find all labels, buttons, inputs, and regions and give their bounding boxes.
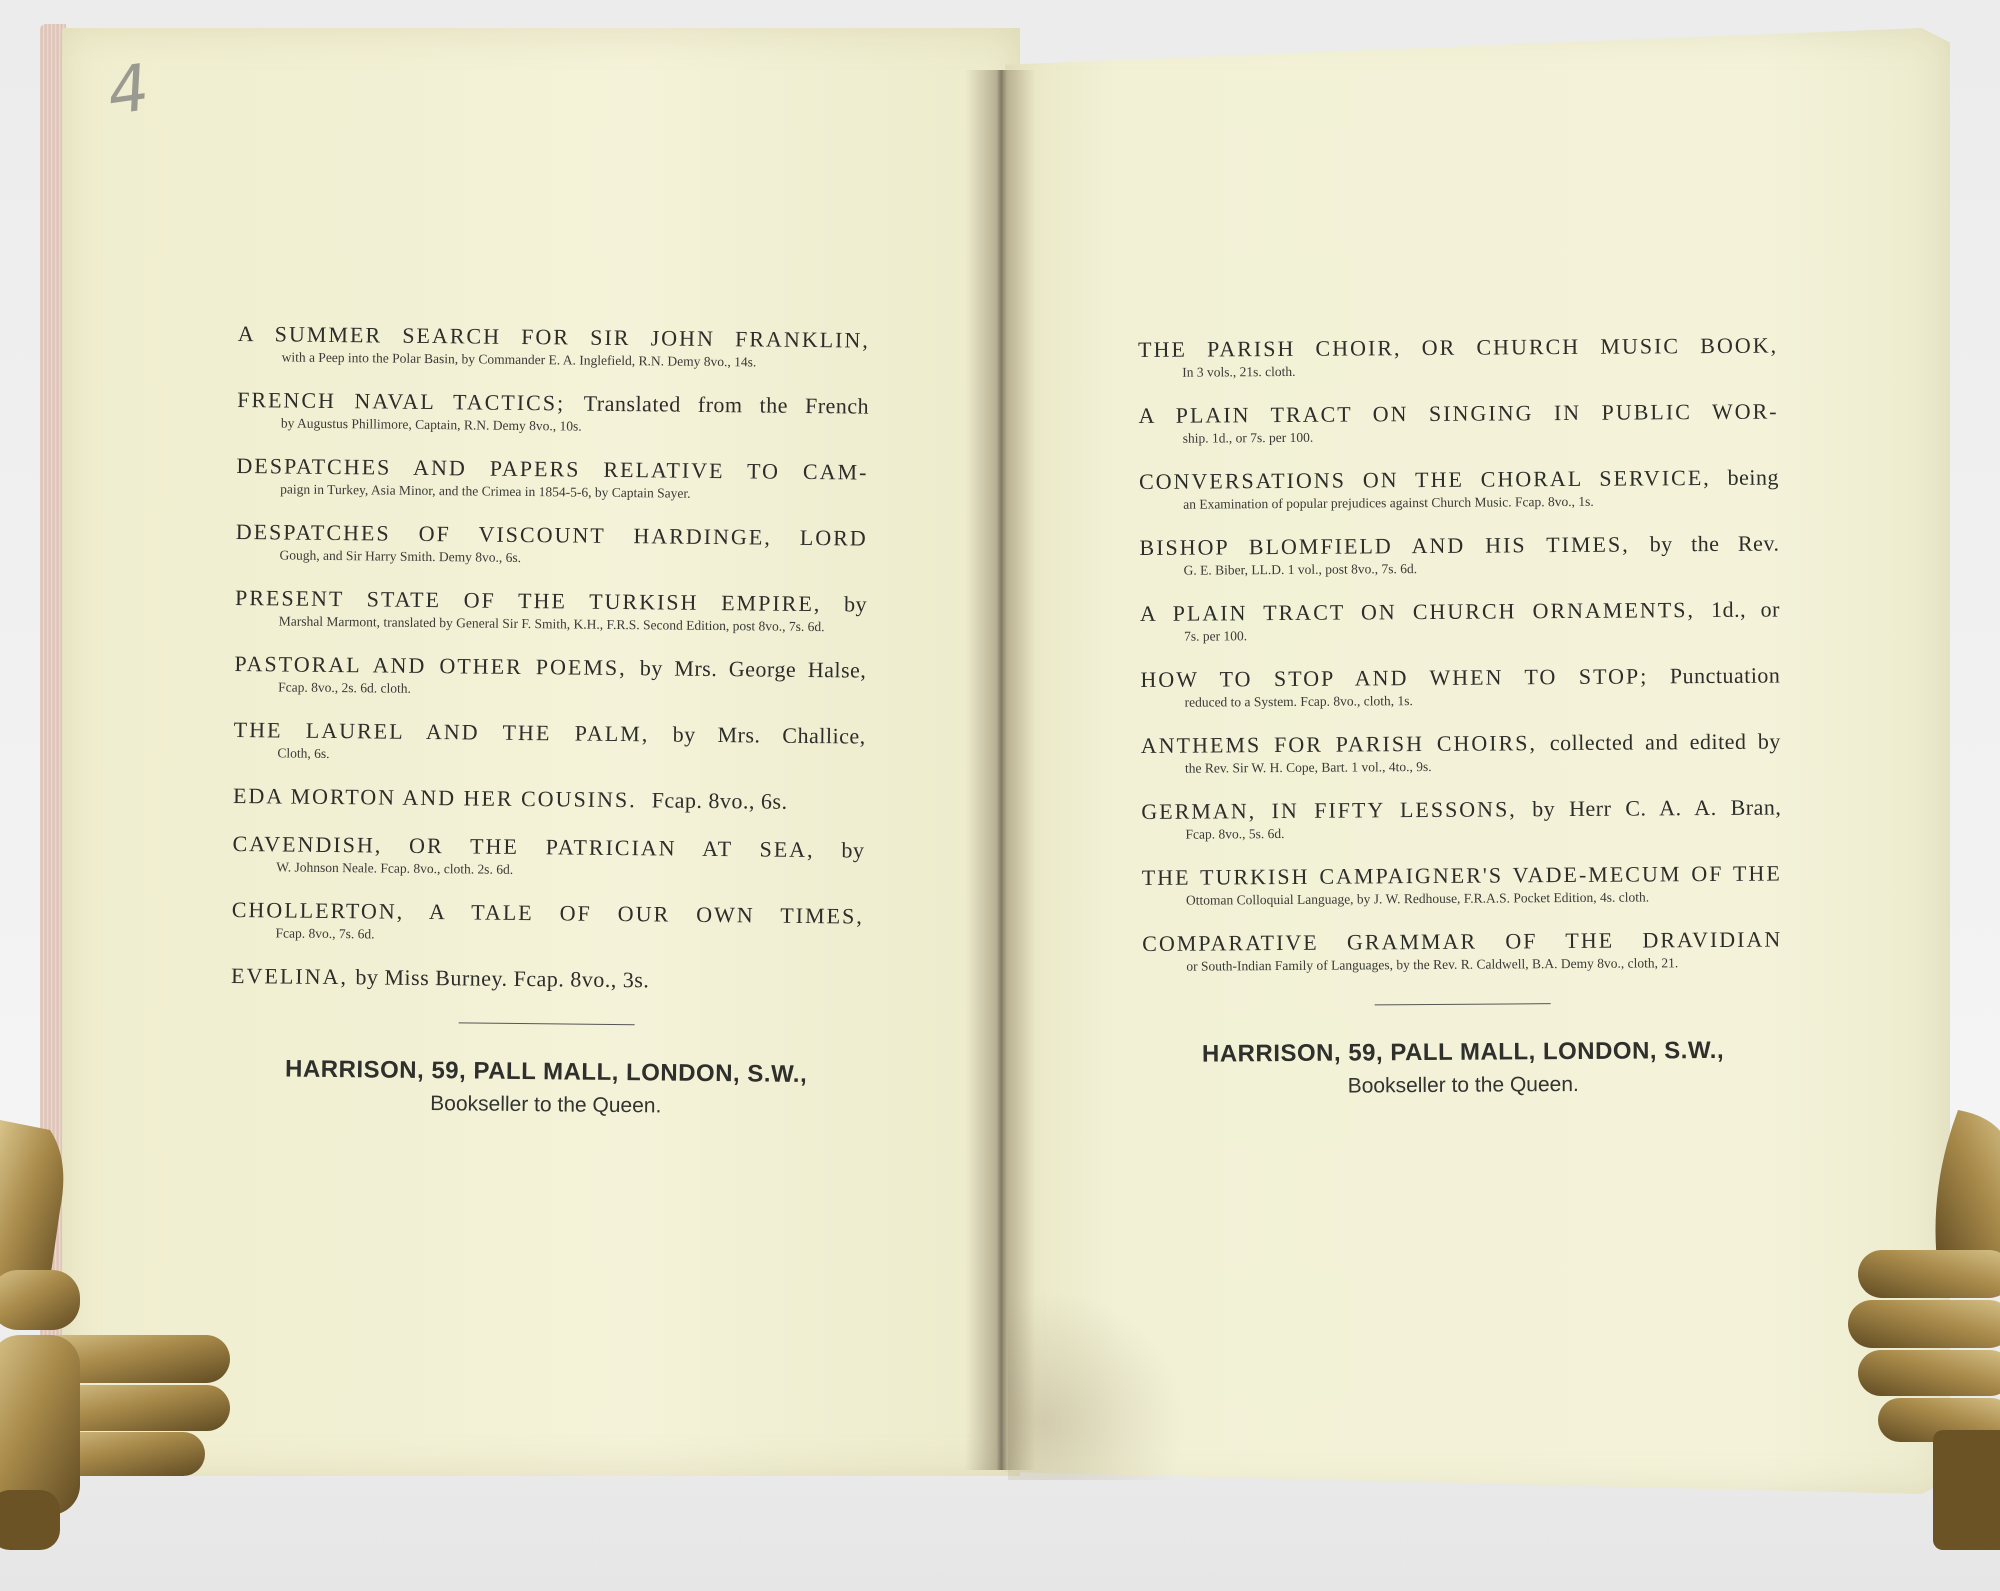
entry-title-tail: being bbox=[1727, 464, 1780, 490]
entry-title: A PLAIN TRACT ON SINGING IN PUBLIC WOR- bbox=[1138, 398, 1779, 428]
entry-detail: or South-Indian Family of Languages, by the Rev. R. Caldwell, B.A. Demy 8vo., cloth, 21. bbox=[1186, 955, 1679, 974]
publisher-subtitle: Bookseller to the Queen. bbox=[1347, 1072, 1579, 1098]
catalogue-entry bbox=[1141, 794, 1781, 844]
entry-detail: the Rev. Sir W. H. Cope, Bart. 1 vol., 4to., 9s. bbox=[1184, 758, 1432, 776]
entry-title: CONVERSATIONS ON THE CHORAL SERVICE, bbox=[1138, 465, 1711, 494]
entry-title-tail: 1d., or bbox=[1710, 596, 1781, 623]
entry-title: THE TURKISH CAMPAIGNER'S VADE-MECUM OF THE bbox=[1141, 860, 1782, 890]
entry-title-tail: Punctuation bbox=[1669, 662, 1781, 689]
entry-title: COMPARATIVE GRAMMAR OF THE DRAVIDIAN bbox=[1142, 926, 1783, 956]
catalogue-entry bbox=[1142, 926, 1782, 976]
entry-title: THE PARISH CHOIR, OR CHURCH MUSIC BOOK, bbox=[1138, 332, 1779, 362]
right-page-catalogue bbox=[1138, 332, 1783, 1105]
entry-title: PASTORAL AND OTHER POEMS, bbox=[234, 650, 627, 681]
catalogue-entry bbox=[1139, 530, 1779, 580]
entry-title-tail: by bbox=[843, 591, 868, 617]
entry-detail: Fcap. 8vo., 5s. 6d. bbox=[1185, 825, 1285, 842]
water-stain bbox=[1008, 1290, 1188, 1480]
divider-rule bbox=[459, 1022, 635, 1025]
entry-title-tail: by Miss Burney. Fcap. 8vo., 3s. bbox=[355, 964, 650, 993]
catalogue-entry bbox=[1141, 728, 1781, 778]
entry-detail: In 3 vols., 21s. cloth. bbox=[1182, 363, 1296, 380]
entry-title: EDA MORTON AND HER COUSINS. bbox=[232, 782, 637, 813]
entry-title: A SUMMER SEARCH FOR SIR JOHN FRANKLIN, bbox=[237, 320, 870, 353]
entry-title: EVELINA, bbox=[231, 962, 349, 990]
entry-title: GERMAN, IN FIFTY LESSONS, bbox=[1141, 796, 1517, 824]
entry-title: ANTHEMS FOR PARISH CHOIRS, bbox=[1140, 730, 1538, 758]
entry-title: HOW TO STOP AND WHEN TO STOP; bbox=[1140, 663, 1649, 692]
entry-title: BISHOP BLOMFIELD AND HIS TIMES, bbox=[1139, 531, 1630, 560]
book-spine bbox=[965, 70, 1035, 1470]
entry-title-tail: by Mrs. Challice, bbox=[672, 721, 866, 749]
entry-title-tail: Translated from the French bbox=[583, 390, 870, 419]
catalogue-entry bbox=[231, 962, 863, 997]
catalogue-entry bbox=[1140, 662, 1780, 712]
catalogue-entry bbox=[1138, 332, 1778, 382]
entry-title-tail: by bbox=[841, 837, 865, 863]
brass-hand-bookstand-right bbox=[1838, 1110, 2000, 1550]
entry-detail: ship. 1d., or 7s. per 100. bbox=[1182, 429, 1314, 446]
entry-detail: 7s. per 100. bbox=[1184, 628, 1248, 644]
entry-title: CHOLLERTON, A TALE OF OUR OWN TIMES, bbox=[231, 896, 864, 929]
entry-detail: Gough, and Sir Harry Smith. Demy 8vo., 6s. bbox=[279, 547, 522, 565]
catalogue-entry bbox=[234, 650, 866, 703]
entry-title: PRESENT STATE OF THE TURKISH EMPIRE, bbox=[234, 584, 822, 617]
entry-title-tail: collected and edited by bbox=[1549, 728, 1781, 756]
catalogue-entry bbox=[238, 320, 870, 373]
entry-detail: paign in Turkey, Asia Minor, and the Crimea in 1854-5-6, by Captain Sayer. bbox=[280, 481, 691, 501]
pencil-annotation: 4 bbox=[103, 51, 154, 131]
brass-hand-bookstand-left bbox=[0, 1120, 240, 1550]
left-page-catalogue bbox=[230, 320, 870, 1126]
publisher-subtitle: Bookseller to the Queen. bbox=[430, 1092, 662, 1118]
catalogue-entry bbox=[235, 518, 867, 571]
catalogue-entry bbox=[232, 830, 864, 883]
catalogue-entry bbox=[235, 584, 867, 637]
entry-title-tail: by Mrs. George Halse, bbox=[639, 655, 867, 683]
entry-detail: G. E. Biber, LL.D. 1 vol., post 8vo., 7s. 6d. bbox=[1183, 561, 1418, 578]
publisher-imprint: HARRISON, 59, PALL MALL, LONDON, S.W., bbox=[284, 1055, 808, 1089]
entry-detail: reduced to a System. Fcap. 8vo., cloth, 1s. bbox=[1184, 693, 1413, 710]
entry-detail: Marshal Marmont, translated by General Sir F. Smith, K.H., F.R.S. Second Edition, post 8vo., 7s. 6d. bbox=[278, 613, 825, 635]
entry-detail: Cloth, 6s. bbox=[277, 745, 330, 761]
entry-title: THE LAUREL AND THE PALM, bbox=[233, 716, 650, 747]
entry-detail: by Augustus Phillimore, Captain, R.N. Demy 8vo., 10s. bbox=[280, 415, 582, 434]
entry-detail: Ottoman Colloquial Language, by J. W. Redhouse, F.R.A.S. Pocket Edition, 4s. cloth. bbox=[1185, 889, 1650, 908]
publisher-imprint: HARRISON, 59, PALL MALL, LONDON, S.W., bbox=[1201, 1036, 1725, 1068]
catalogue-entry bbox=[237, 386, 869, 439]
entry-detail: Fcap. 8vo., 7s. 6d. bbox=[275, 925, 375, 942]
entry-title: A PLAIN TRACT ON CHURCH ORNAMENTS, bbox=[1139, 597, 1696, 626]
entry-title-tail: by the Rev. bbox=[1649, 530, 1780, 557]
entry-detail: an Examination of popular prejudices against Church Music. Fcap. 8vo., 1s. bbox=[1183, 493, 1594, 512]
entry-title: DESPATCHES AND PAPERS RELATIVE TO CAM- bbox=[236, 452, 869, 485]
entry-title: FRENCH NAVAL TACTICS; bbox=[237, 386, 566, 416]
catalogue-entry bbox=[1142, 860, 1782, 910]
entry-detail: Fcap. 8vo., 2s. 6d. cloth. bbox=[278, 679, 411, 696]
divider-rule bbox=[1375, 1003, 1551, 1005]
catalogue-entry bbox=[1139, 464, 1779, 514]
entry-detail: with a Peep into the Polar Basin, by Commander E. A. Inglefield, R.N. Demy 8vo., 14s. bbox=[281, 349, 757, 370]
catalogue-entry bbox=[233, 782, 865, 817]
catalogue-entry bbox=[1138, 398, 1778, 448]
catalogue-entry bbox=[231, 896, 863, 949]
catalogue-entry bbox=[233, 716, 865, 769]
entry-title: CAVENDISH, OR THE PATRICIAN AT SEA, bbox=[232, 830, 815, 863]
entry-title-tail: Fcap. 8vo., 6s. bbox=[651, 787, 788, 814]
entry-title-tail: by Herr C. A. A. Bran, bbox=[1532, 794, 1782, 822]
catalogue-entry bbox=[236, 452, 868, 505]
catalogue-entry bbox=[1140, 596, 1780, 646]
entry-title: DESPATCHES OF VISCOUNT HARDINGE, LORD bbox=[235, 518, 868, 551]
entry-detail: W. Johnson Neale. Fcap. 8vo., cloth. 2s. 6d. bbox=[276, 859, 514, 877]
